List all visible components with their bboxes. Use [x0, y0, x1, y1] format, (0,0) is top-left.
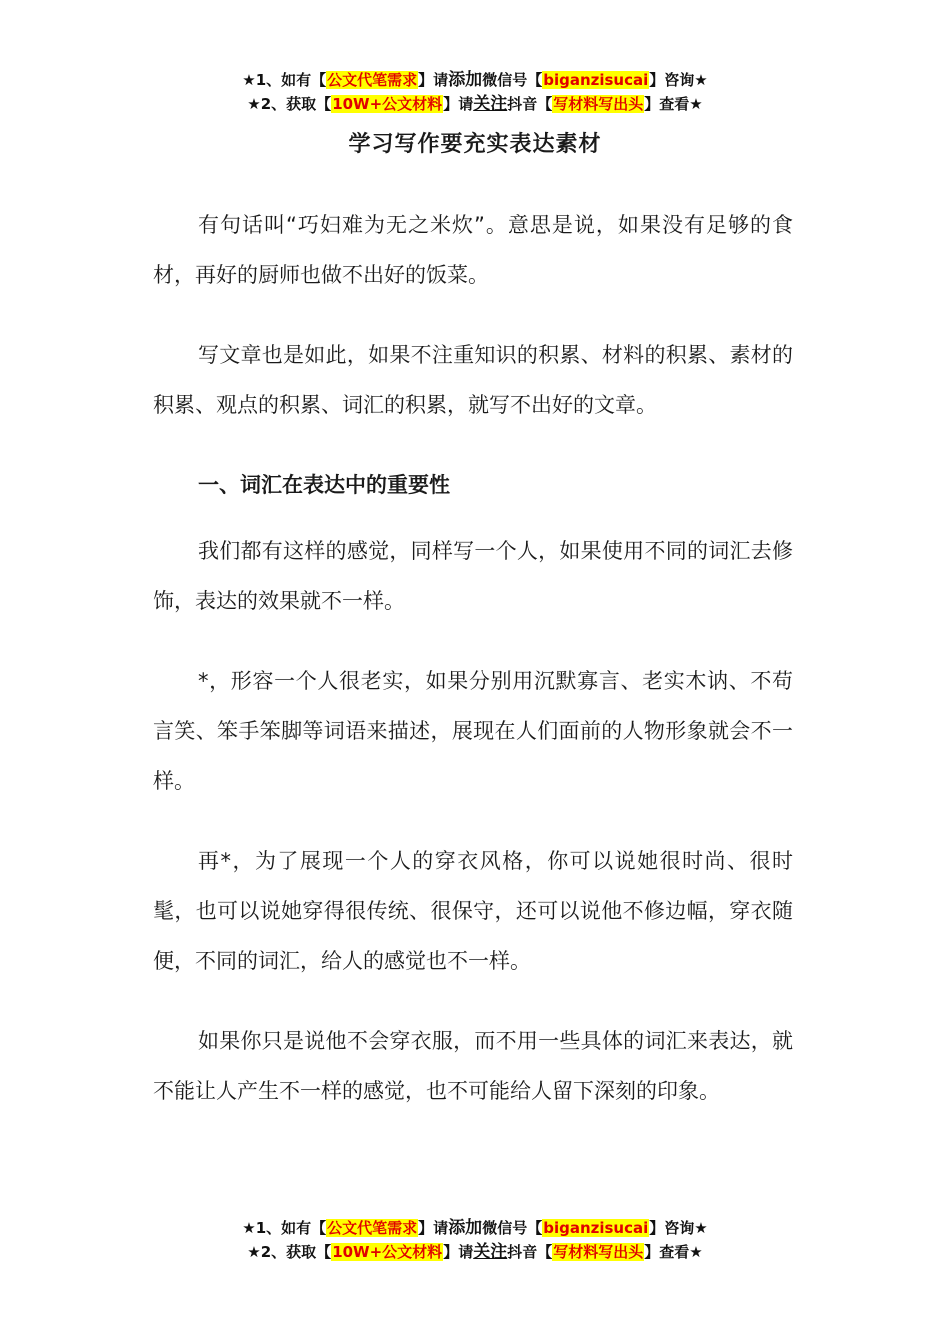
promo-text: 】请: [418, 1219, 449, 1237]
paragraph: *，形容一个人很老实，如果分别用沉默寡言、老实木讷、不苟言笑、笨手笨脚等词语来描述，展现在人们面前的人物形象就会不一样。: [153, 669, 793, 793]
promo-wechat-id: biganzisucai: [543, 71, 649, 89]
promo-douyin-id: 写材料写出头: [553, 95, 644, 113]
promo-text: ★1、如有【: [242, 1219, 327, 1237]
promo-text: 抖音【: [507, 95, 553, 113]
promo-highlight: 公文代笔需求: [327, 1219, 418, 1237]
promo-text: 微信号【: [482, 1219, 543, 1237]
promo-text: ★1、如有【: [242, 71, 327, 89]
promo-highlight: 公文代笔需求: [327, 71, 418, 89]
promo-text: 】咨询★: [649, 71, 708, 89]
promo-text: 微信号【: [482, 71, 543, 89]
promo-line-2: [0, 92, 950, 116]
promo-text: 】查看★: [644, 95, 703, 113]
paragraph: 我们都有这样的感觉，同样写一个人，如果使用不同的词汇去修饰，表达的效果就不一样。: [153, 539, 793, 613]
promo-text: 抖音【: [507, 1243, 553, 1261]
promo-text: 】请: [418, 71, 449, 89]
document-title: 学习写作要充实表达素材: [348, 132, 602, 157]
promo-text: ★2、获取【: [247, 1243, 332, 1261]
promo-emphasis: 关注: [473, 1242, 508, 1262]
promo-line-2: [0, 1240, 950, 1264]
promo-text: 】请: [443, 95, 474, 113]
promo-text: 】咨询★: [649, 1219, 708, 1237]
promo-line-1: [0, 1216, 950, 1240]
paragraph: 写文章也是如此，如果不注重知识的积累、材料的积累、素材的积累、观点的积累、词汇的积累，就写不出好的文章。: [153, 343, 793, 417]
promo-highlight: 10W+公文材料: [332, 95, 443, 113]
paragraph: 再*，为了展现一个人的穿衣风格，你可以说她很时尚、很时髦，也可以说她穿得很传统、很保守，还可以说他不修边幅，穿衣随便，不同的词汇，给人的感觉也不一样。: [153, 849, 793, 973]
document-body: [153, 200, 793, 1146]
promo-emphasis: 添加: [448, 1218, 483, 1238]
section-heading: 一、词汇在表达中的重要性: [198, 473, 450, 497]
promo-text: 】请: [443, 1243, 474, 1261]
promo-line-1: [0, 68, 950, 92]
promo-emphasis: 关注: [473, 94, 508, 114]
promo-douyin-id: 写材料写出头: [553, 1243, 644, 1261]
promo-emphasis: 添加: [448, 70, 483, 90]
paragraph: 有句话叫“巧妇难为无之米炊”。意思是说，如果没有足够的食材，再好的厨师也做不出好的饭菜。: [153, 213, 793, 287]
promo-highlight: 10W+公文材料: [332, 1243, 443, 1261]
promo-text: ★2、获取【: [247, 95, 332, 113]
promo-text: 】查看★: [644, 1243, 703, 1261]
paragraph: 如果你只是说他不会穿衣服，而不用一些具体的词汇来表达，就不能让人产生不一样的感觉，也不可能给人留下深刻的印象。: [153, 1029, 793, 1103]
footer-promo-banner: [0, 1216, 950, 1264]
promo-wechat-id: biganzisucai: [543, 1219, 649, 1237]
header-promo-banner: [0, 68, 950, 116]
